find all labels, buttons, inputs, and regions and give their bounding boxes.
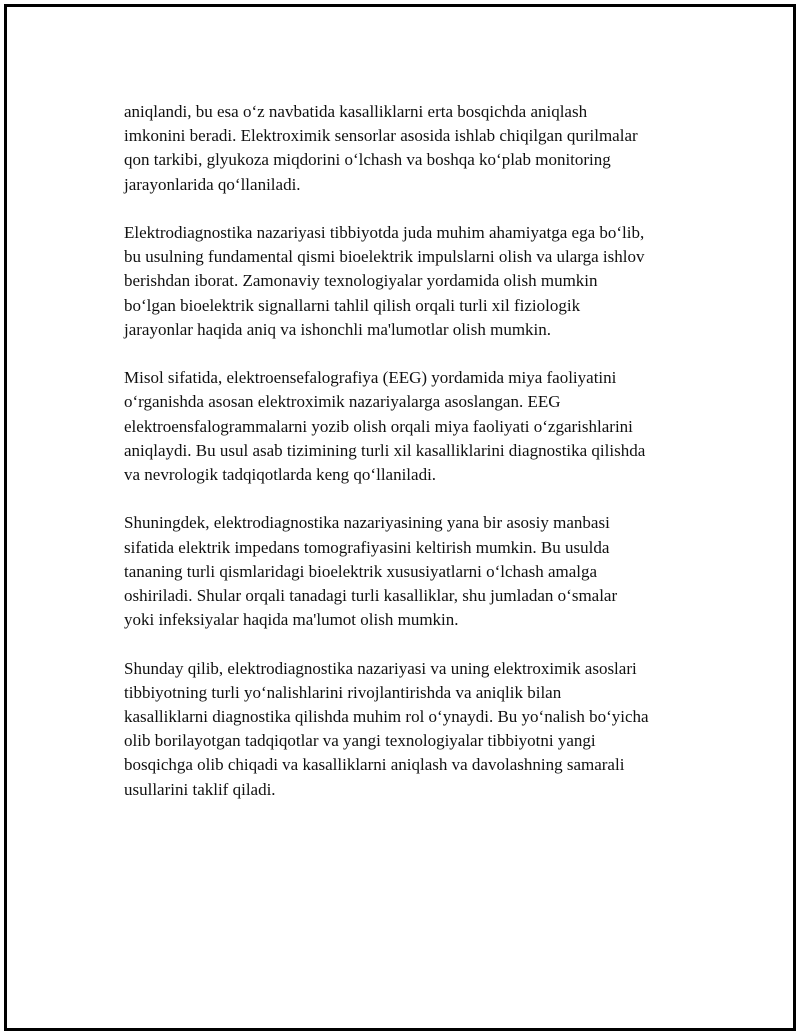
text-line: tibbiyotning turli yo‘nalishlarini rivojlantirishda va aniqlik bilan [124,682,562,702]
paragraph-3 [124,366,704,487]
text-line: o‘rganishda asosan elektroximik nazariyalarga asoslangan. EEG [124,392,561,412]
text-line: tananing turli qismlaridagi bioelektrik xususiyatlarni o‘lchash amalga [124,561,598,581]
page-frame [4,4,796,1031]
text-line: oshiriladi. Shular orqali tanadagi turli kasalliklar, shu jumladan o‘smalar [124,586,618,606]
text-line: aniqlaydi. Bu usul asab tizimining turli xil kasalliklarini diagnostika qilishda [124,440,646,460]
text-line: bosqichga olib chiqadi va kasalliklarni aniqlash va davolashning samarali [124,755,625,775]
text-line: sifatida elektrik impedans tomografiyasini keltirish mumkin. Bu usulda [124,537,610,557]
text-line: jarayonlar haqida aniq va ishonchli ma'lumotlar olish mumkin. [124,319,552,339]
paragraph-5 [124,657,704,802]
text-line: Shuningdek, elektrodiagnostika nazariyasining yana bir asosiy manbasi [124,513,610,533]
text-line: Shunday qilib, elektrodiagnostika nazariyasi va uning elektroximik asoslari [124,658,637,678]
paragraph-2 [124,221,704,342]
paragraph-4 [124,511,704,632]
text-line: imkonini beradi. Elektroximik sensorlar asosida ishlab chiqilgan qurilmalar [124,126,638,146]
text-line: kasalliklarni diagnostika qilishda muhim rol o‘ynaydi. Bu yo‘nalish bo‘yicha [124,707,649,727]
text-line: aniqlandi, bu esa o‘z navbatida kasalliklarni erta bosqichda aniqlash [124,102,588,121]
text-line: Elektrodiagnostika nazariyasi tibbiyotda juda muhim ahamiyatga ega bo‘lib, [124,223,645,242]
text-line: bu usulning fundamental qismi bioelektrik impulslarni olish va ularga ishlov [124,247,645,267]
text-line: usullarini taklif qiladi. [124,779,276,799]
paragraph-1 [124,100,704,197]
text-line: qon tarkibi, glyukoza miqdorini o‘lchash va boshqa ko‘plab monitoring [124,150,611,170]
text-line: jarayonlarida qo‘llaniladi. [124,174,301,194]
text-line: va nevrologik tadqiqotlarda keng qo‘llaniladi. [124,465,437,485]
text-line: bo‘lgan bioelektrik signallarni tahlil qilish orqali turli xil fiziologik [124,295,581,315]
text-line: yoki infeksiyalar haqida ma'lumot olish mumkin. [124,610,459,630]
text-line: olib borilayotgan tadqiqotlar va yangi texnologiyalar tibbiyotni yangi [124,731,596,751]
text-line: elektroensfalogrammalarni yozib olish orqali miya faoliyati o‘zgarishlarini [124,416,633,436]
text-line: berishdan iborat. Zamonaviy texnologiyalar yordamida olish mumkin [124,271,598,291]
document-body [124,100,704,826]
text-line: Misol sifatida, elektroensefalografiya (EEG) yordamida miya faoliyatini [124,368,617,388]
